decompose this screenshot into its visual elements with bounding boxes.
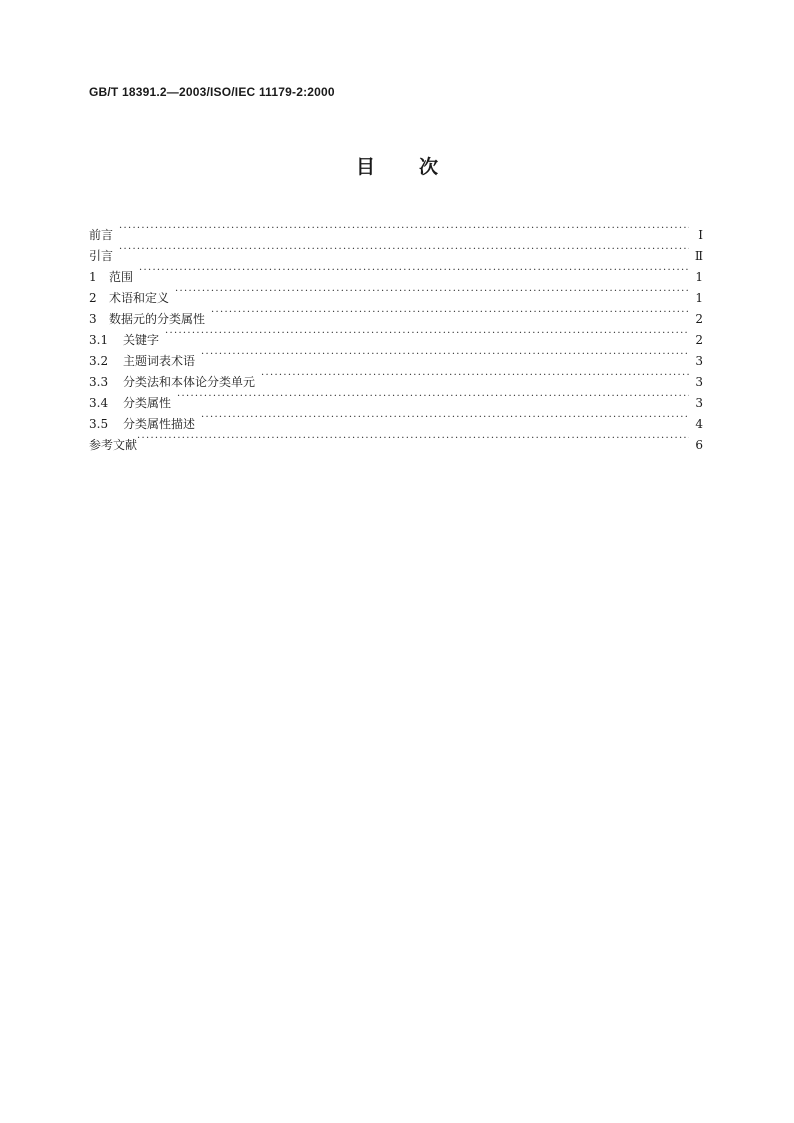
toc-entry-page: Ⅱ — [694, 249, 703, 263]
toc-entry-page: 3 — [695, 354, 703, 368]
toc-leader-dots — [165, 323, 689, 344]
toc-entry-number: 1 — [89, 270, 97, 284]
toc-entry-label: 术语和定义 — [109, 291, 170, 305]
toc-leader-dots — [211, 302, 689, 323]
toc-entry-label: 引言 — [89, 249, 114, 263]
toc-entry-bibliography[interactable] — [89, 428, 703, 452]
toc-entry-scope[interactable] — [89, 260, 703, 284]
toc-entry-number: 3.3 — [89, 375, 109, 389]
toc-entry-label: 分类法和本体论分类单元 — [123, 375, 256, 389]
toc-leader-dots — [201, 344, 689, 365]
toc-entry-page: Ⅰ — [698, 228, 703, 242]
toc-leader-dots — [201, 407, 689, 428]
toc-entry-label: 分类属性描述 — [123, 417, 196, 431]
toc-entry-page: 2 — [695, 333, 703, 347]
toc-entry-page: 3 — [695, 396, 703, 410]
toc-entry-label: 主题词表术语 — [123, 354, 196, 368]
toc-entry-label: 前言 — [89, 228, 114, 242]
toc-entry-number: 3.1 — [89, 333, 109, 347]
toc-leader-dots — [261, 365, 689, 386]
toc-entry-label: 关键字 — [123, 333, 160, 347]
toc-entry-number: 3 — [89, 312, 97, 326]
toc-entry-number: 3.4 — [89, 396, 109, 410]
toc-entry-page: 1 — [695, 270, 703, 284]
toc-entry-page: 4 — [695, 417, 703, 431]
toc-entry-number: 3.2 — [89, 354, 109, 368]
toc-entry-foreword[interactable] — [89, 218, 703, 242]
toc-entry-page: 1 — [695, 291, 703, 305]
toc-leader-dots — [119, 218, 689, 239]
toc-entry-classification-attributes[interactable] — [89, 302, 703, 326]
toc-entry-number: 3.5 — [89, 417, 109, 431]
toc-entry-introduction[interactable] — [89, 239, 703, 263]
toc-entry-page: 6 — [695, 438, 703, 452]
toc-entry-terms-and-definitions[interactable] — [89, 281, 703, 305]
toc-entry-label: 数据元的分类属性 — [109, 312, 206, 326]
toc-leader-dots — [175, 281, 689, 302]
toc-entry-label: 范围 — [109, 270, 134, 284]
toc-leader-dots — [137, 428, 689, 449]
title-char-1: 目 — [355, 156, 375, 178]
toc-leader-dots — [177, 386, 689, 407]
title-char-2: 次 — [419, 156, 439, 178]
table-of-contents — [89, 218, 703, 452]
toc-entry-label: 分类属性 — [123, 396, 172, 410]
toc-entry-page: 3 — [695, 375, 703, 389]
toc-entry-keywords[interactable] — [89, 323, 703, 347]
toc-entry-page: 2 — [695, 312, 703, 326]
toc-leader-dots — [139, 260, 689, 281]
toc-entry-label: 参考文献 — [89, 438, 138, 452]
toc-entry-thesaurus-terms[interactable] — [89, 344, 703, 368]
toc-entry-classification-attribute-description[interactable] — [89, 407, 703, 431]
toc-leader-dots — [119, 239, 689, 260]
toc-entry-classification-attribute[interactable] — [89, 386, 703, 410]
standard-number-header: GB/T 18391.2—2003/ISO/IEC 11179-2:2000 — [89, 85, 335, 99]
page-title — [0, 152, 794, 179]
toc-entry-number: 2 — [89, 291, 97, 305]
